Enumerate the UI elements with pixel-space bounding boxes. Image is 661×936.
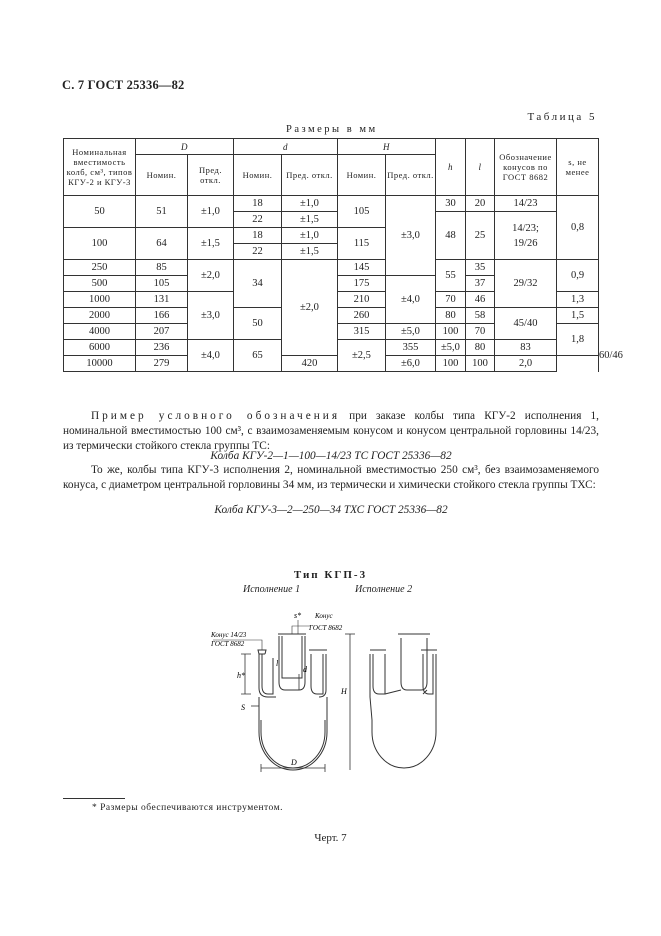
table-cell: 207 [136,324,188,340]
header-l: l [466,139,495,196]
header-H: H [338,139,436,155]
table-cell: 70 [466,324,495,340]
table-subtitle: Размеры в мм [286,124,378,135]
table-cell: 34 [234,260,282,308]
table-cell: 210 [338,292,386,308]
table-cell: 14/23 [495,196,557,212]
table-cell: 1,8 [557,324,599,356]
table-cell: 1,5 [557,308,599,324]
table-cell: 236 [136,340,188,356]
header-nominal: Номин. [136,155,188,196]
table-cell: 65 [234,340,282,372]
table-cell: 46 [466,292,495,308]
table-cell: ±5,0 [386,324,436,340]
table-cell: 80 [436,308,466,324]
table-cell: ±3,0 [386,196,436,276]
table-cell: 355 [386,340,436,356]
table-cell: 22 [234,212,282,228]
table-cell: 51 [136,196,188,228]
table-cell: 145 [338,260,386,276]
table-cell: 100 [436,324,466,340]
table-cell: 105 [338,196,386,228]
table-cell: 260 [338,308,386,324]
table-cell: 420 [282,356,338,372]
table-cell: 55 [436,260,466,292]
table-cell: ±2,5 [338,340,386,372]
header-cone: Обозначение конусов по ГОСТ 8682 [495,139,557,196]
header-tolerance: Пред. откл. [282,155,338,196]
table-cell: ±6,0 [386,356,436,372]
table-cell: 25 [466,212,495,260]
table-cell-line: 14/23; [512,222,539,234]
cone-label-1a: Конус 14/23 [211,631,247,639]
flask-drawing [195,598,475,778]
table-cell: 4000 [64,324,136,340]
header-D: D [136,139,234,155]
cone-label-2b: ГОСТ 8682 [309,624,343,632]
table-cell: 70 [436,292,466,308]
table-cell: 20 [466,196,495,212]
table-cell: 45/40 [495,308,557,340]
figure-caption: Черт. 7 [314,832,347,844]
table-cell: 18 [234,196,282,212]
table-cell: 50 [234,308,282,340]
header-nominal: Номин. [338,155,386,196]
table-cell: 29/32 [495,260,557,308]
table-cell: ±1,0 [282,196,338,212]
table-cell: 58 [466,308,495,324]
table-cell: ±1,5 [282,212,338,228]
table-cell-line: 19/26 [513,237,538,249]
table-cell: 83 [495,340,557,356]
dimensions-table: Номинальная вместимость колб, см³, типов КГУ-2 и КГУ-3 D d H h l Обозначение конусов по ГОСТ 8682 s, не менее Номин. Пред. откл. Номин. Пред. откл. Номин. Пред. откл. 50 51 ±1,0 18 ±1,0 105 ±3,0 30 20 14/23 0,8 22 ±1,5 48 25 14/23; 19/26 100 64 ±1,5 18 ±1,0 115 22 ±1,5 250 85 ±2,0 34 ±2,0 145 55 35 29/32 0,9 500 105 175 ±4,0 37 1000 131 ±3,0 210 70 46 1,3 2000 166 50 260 80 58 45/40 1,5 4000 207 315 ±5,0 100 70 1,8 6000 236 ±4,0 65 ±2,5 355 ±5,0 80 83 60/46 10000 279 420 ±6,0 100 100 2,0 [63,138,599,372]
table-cell: 315 [338,324,386,340]
header-tolerance: Пред. откл. [188,155,234,196]
table-cell: 100 [436,356,466,372]
table-cell: 100 [466,356,495,372]
example-lead: Пример условного обозначения [91,410,341,422]
table-cell: ±5,0 [436,340,466,356]
header-volume: Номинальная вместимость колб, см³, типов КГУ-2 и КГУ-3 [64,139,136,196]
table-cell: 37 [466,276,495,292]
table-cell: 35 [466,260,495,276]
table-cell: 64 [136,228,188,260]
designation-formula-2: Колба КГУ-3—2—250—34 ТХС ГОСТ 25336—82 [214,504,448,516]
table-cell: 279 [136,356,188,372]
dim-D-label: D [291,758,297,767]
variant-2-label: Исполнение 2 [355,584,413,595]
table-cell [495,212,557,260]
table-number: Таблица 5 [527,111,597,123]
table-cell: 250 [64,260,136,276]
table-cell: 0,9 [557,260,599,292]
designation-formula-1: Колба КГУ-2—1—100—14/23 ТС ГОСТ 25336—82 [210,450,452,462]
table-cell: 100 [64,228,136,260]
cone-label-2a: Конус [315,612,333,620]
table-cell: ±3,0 [188,292,234,340]
table-cell: 2,0 [495,356,557,372]
header-tolerance: Пред. откл. [386,155,436,196]
table-cell: ±1,5 [188,228,234,260]
header-nominal: Номин. [234,155,282,196]
table-cell: 6000 [64,340,136,356]
table-cell: 48 [436,212,466,260]
table-cell: 500 [64,276,136,292]
table-cell: 166 [136,308,188,324]
header-s: s, не менее [557,139,599,196]
dim-s-label: s* [294,611,302,620]
table-cell: 115 [338,228,386,260]
dim-H-label: H [341,687,347,696]
page-header: С. 7 ГОСТ 25336—82 [62,78,185,92]
header-h: h [436,139,466,196]
footnote-rule [63,798,125,799]
example-text: при заказе колбы типа КГУ-2 исполнения 1, номинальной вместимостью 100 см³, с взаимозаменяемым конусом и конусом центральной горловины 14/23, из термически стойкого стекла группы ТС: [63,410,600,452]
second-example-paragraph: То же, колбы типа КГУ-3 исполнения 2, номинальной вместимостью 250 см³, без взаимозаменяемого конуса, с диаметром центральной горловины 34 мм, из термически и химически стойкого стекла группы ТХС: [63,464,599,491]
table-cell: 50 [64,196,136,228]
table-cell: ±4,0 [386,276,436,324]
table-cell: 10000 [64,356,136,372]
table-cell: ±1,0 [282,228,338,244]
table-cell: ±2,0 [188,260,234,292]
cone-label-1b: ГОСТ 8682 [211,640,245,648]
example-paragraph [63,409,599,454]
table-cell: 1,3 [557,292,599,308]
table-cell: 22 [234,244,282,260]
table-cell: 18 [234,228,282,244]
table-cell: ±4,0 [188,340,234,372]
table-cell: 105 [136,276,188,292]
table-cell: 1000 [64,292,136,308]
table-cell: 131 [136,292,188,308]
figure-type-title: Тип КГП-3 [293,569,368,581]
table-cell: 80 [466,340,495,356]
variant-1-label: Исполнение 1 [243,584,301,595]
table-cell: 175 [338,276,386,292]
dim-d-label: d [303,665,307,674]
table-cell: ±1,0 [188,196,234,228]
table-cell: 85 [136,260,188,276]
table-cell: 0,8 [557,196,599,260]
dim-l-label: l [276,659,279,668]
table-cell: ±1,5 [282,244,338,260]
table-cell: ±2,0 [282,260,338,356]
dim-S-label: S [241,703,245,712]
dim-h-label: h* [237,671,245,680]
table-cell: 30 [436,196,466,212]
footnote: * Размеры обеспечиваются инструментом. [92,803,284,813]
table-cell: 2000 [64,308,136,324]
header-d: d [234,139,338,155]
